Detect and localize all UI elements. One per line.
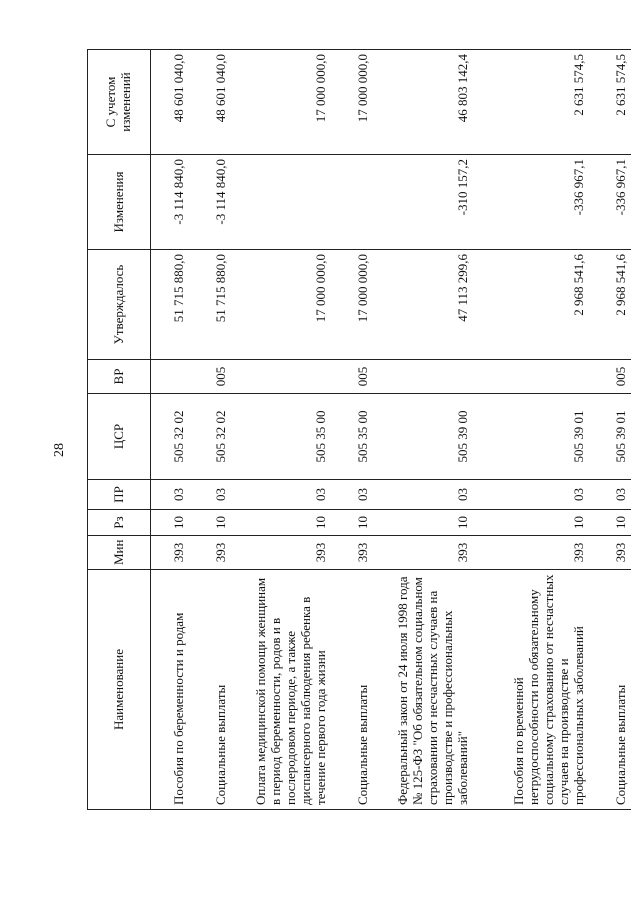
cell-min: 393 [589, 536, 631, 570]
cell-changes: -336 967,1 [589, 155, 631, 250]
header-changes: Изменения [88, 155, 151, 250]
cell-rz: 10 [151, 510, 190, 536]
header-approved: Утверждалось [88, 250, 151, 360]
cell-min: 393 [473, 536, 589, 570]
cell-with-changes: 46 803 142,4 [373, 50, 473, 155]
table-row [589, 50, 631, 810]
cell-with-changes: 17 000 000,0 [231, 50, 331, 155]
cell-vr: 005 [589, 360, 631, 394]
cell-changes: -3 114 840,0 [189, 155, 231, 250]
table-row [473, 50, 589, 810]
table-row [331, 50, 373, 810]
cell-approved: 51 715 880,0 [189, 250, 231, 360]
header-csr: ЦСР [88, 394, 151, 480]
header-with-changes: С учетом изменений [88, 50, 151, 155]
cell-csr: 505 35 00 [331, 394, 373, 480]
cell-csr: 505 32 02 [189, 394, 231, 480]
cell-with-changes: 48 601 040,0 [151, 50, 190, 155]
cell-min: 393 [151, 536, 190, 570]
header-vr: ВР [88, 360, 151, 394]
cell-min: 393 [373, 536, 473, 570]
cell-with-changes: 17 000 000,0 [331, 50, 373, 155]
table-row [189, 50, 231, 810]
cell-name: Федеральный закон от 24 июля 1998 года № 125-ФЗ "Об обязательном социальном страховании от несчастных случаев на производстве и профессиональных заболеваний" [373, 570, 473, 810]
cell-approved: 47 113 299,6 [373, 250, 473, 360]
cell-name: Оплата медицинской помощи женщинам в период беременности, родов и в послеродовом периоде, а также диспансерного наблюдения ребенка в течение первого года жизни [231, 570, 331, 810]
cell-approved: 17 000 000,0 [331, 250, 373, 360]
cell-vr [231, 360, 331, 394]
cell-changes [331, 155, 373, 250]
cell-name: Пособия по беременности и родам [151, 570, 190, 810]
table-row [151, 50, 190, 810]
cell-approved: 2 968 541,6 [473, 250, 589, 360]
cell-pr: 03 [231, 480, 331, 510]
header-pr: ПР [88, 480, 151, 510]
cell-name: Социальные выплаты [331, 570, 373, 810]
cell-vr [151, 360, 190, 394]
cell-vr: 005 [189, 360, 231, 394]
cell-changes: -336 967,1 [473, 155, 589, 250]
cell-rz: 10 [373, 510, 473, 536]
cell-name: Социальные выплаты [189, 570, 231, 810]
cell-csr: 505 35 00 [231, 394, 331, 480]
cell-changes: -310 157,2 [373, 155, 473, 250]
cell-approved: 51 715 880,0 [151, 250, 190, 360]
cell-pr: 03 [151, 480, 190, 510]
cell-with-changes: 2 631 574,5 [589, 50, 631, 155]
budget-table [87, 49, 631, 810]
cell-pr: 03 [473, 480, 589, 510]
cell-csr: 505 39 00 [373, 394, 473, 480]
cell-pr: 03 [589, 480, 631, 510]
cell-vr [373, 360, 473, 394]
header-min: Мин [88, 536, 151, 570]
cell-approved: 2 968 541,6 [589, 250, 631, 360]
cell-rz: 10 [331, 510, 373, 536]
cell-name: Пособия по временной нетрудоспособности по обязательному социальному страхованию от несчастных случаев на производстве и профессиональных заболеваний [473, 570, 589, 810]
page-number: 28 [52, 443, 67, 457]
cell-min: 393 [231, 536, 331, 570]
cell-pr: 03 [331, 480, 373, 510]
header-rz: Рз [88, 510, 151, 536]
cell-with-changes: 48 601 040,0 [189, 50, 231, 155]
cell-min: 393 [331, 536, 373, 570]
header-name: Наименование [88, 570, 151, 810]
cell-rz: 10 [473, 510, 589, 536]
cell-min: 393 [189, 536, 231, 570]
cell-vr: 005 [331, 360, 373, 394]
cell-rz: 10 [231, 510, 331, 536]
cell-csr: 505 32 02 [151, 394, 190, 480]
table-row [231, 50, 331, 810]
cell-changes [231, 155, 331, 250]
cell-rz: 10 [589, 510, 631, 536]
budget-table-container [87, 50, 629, 810]
cell-pr: 03 [373, 480, 473, 510]
cell-csr: 505 39 01 [473, 394, 589, 480]
table-row [373, 50, 473, 810]
cell-rz: 10 [189, 510, 231, 536]
cell-with-changes: 2 631 574,5 [473, 50, 589, 155]
cell-pr: 03 [189, 480, 231, 510]
table-header-row [88, 50, 151, 810]
cell-vr [473, 360, 589, 394]
cell-changes: -3 114 840,0 [151, 155, 190, 250]
cell-approved: 17 000 000,0 [231, 250, 331, 360]
cell-name: Социальные выплаты [589, 570, 631, 810]
cell-csr: 505 39 01 [589, 394, 631, 480]
